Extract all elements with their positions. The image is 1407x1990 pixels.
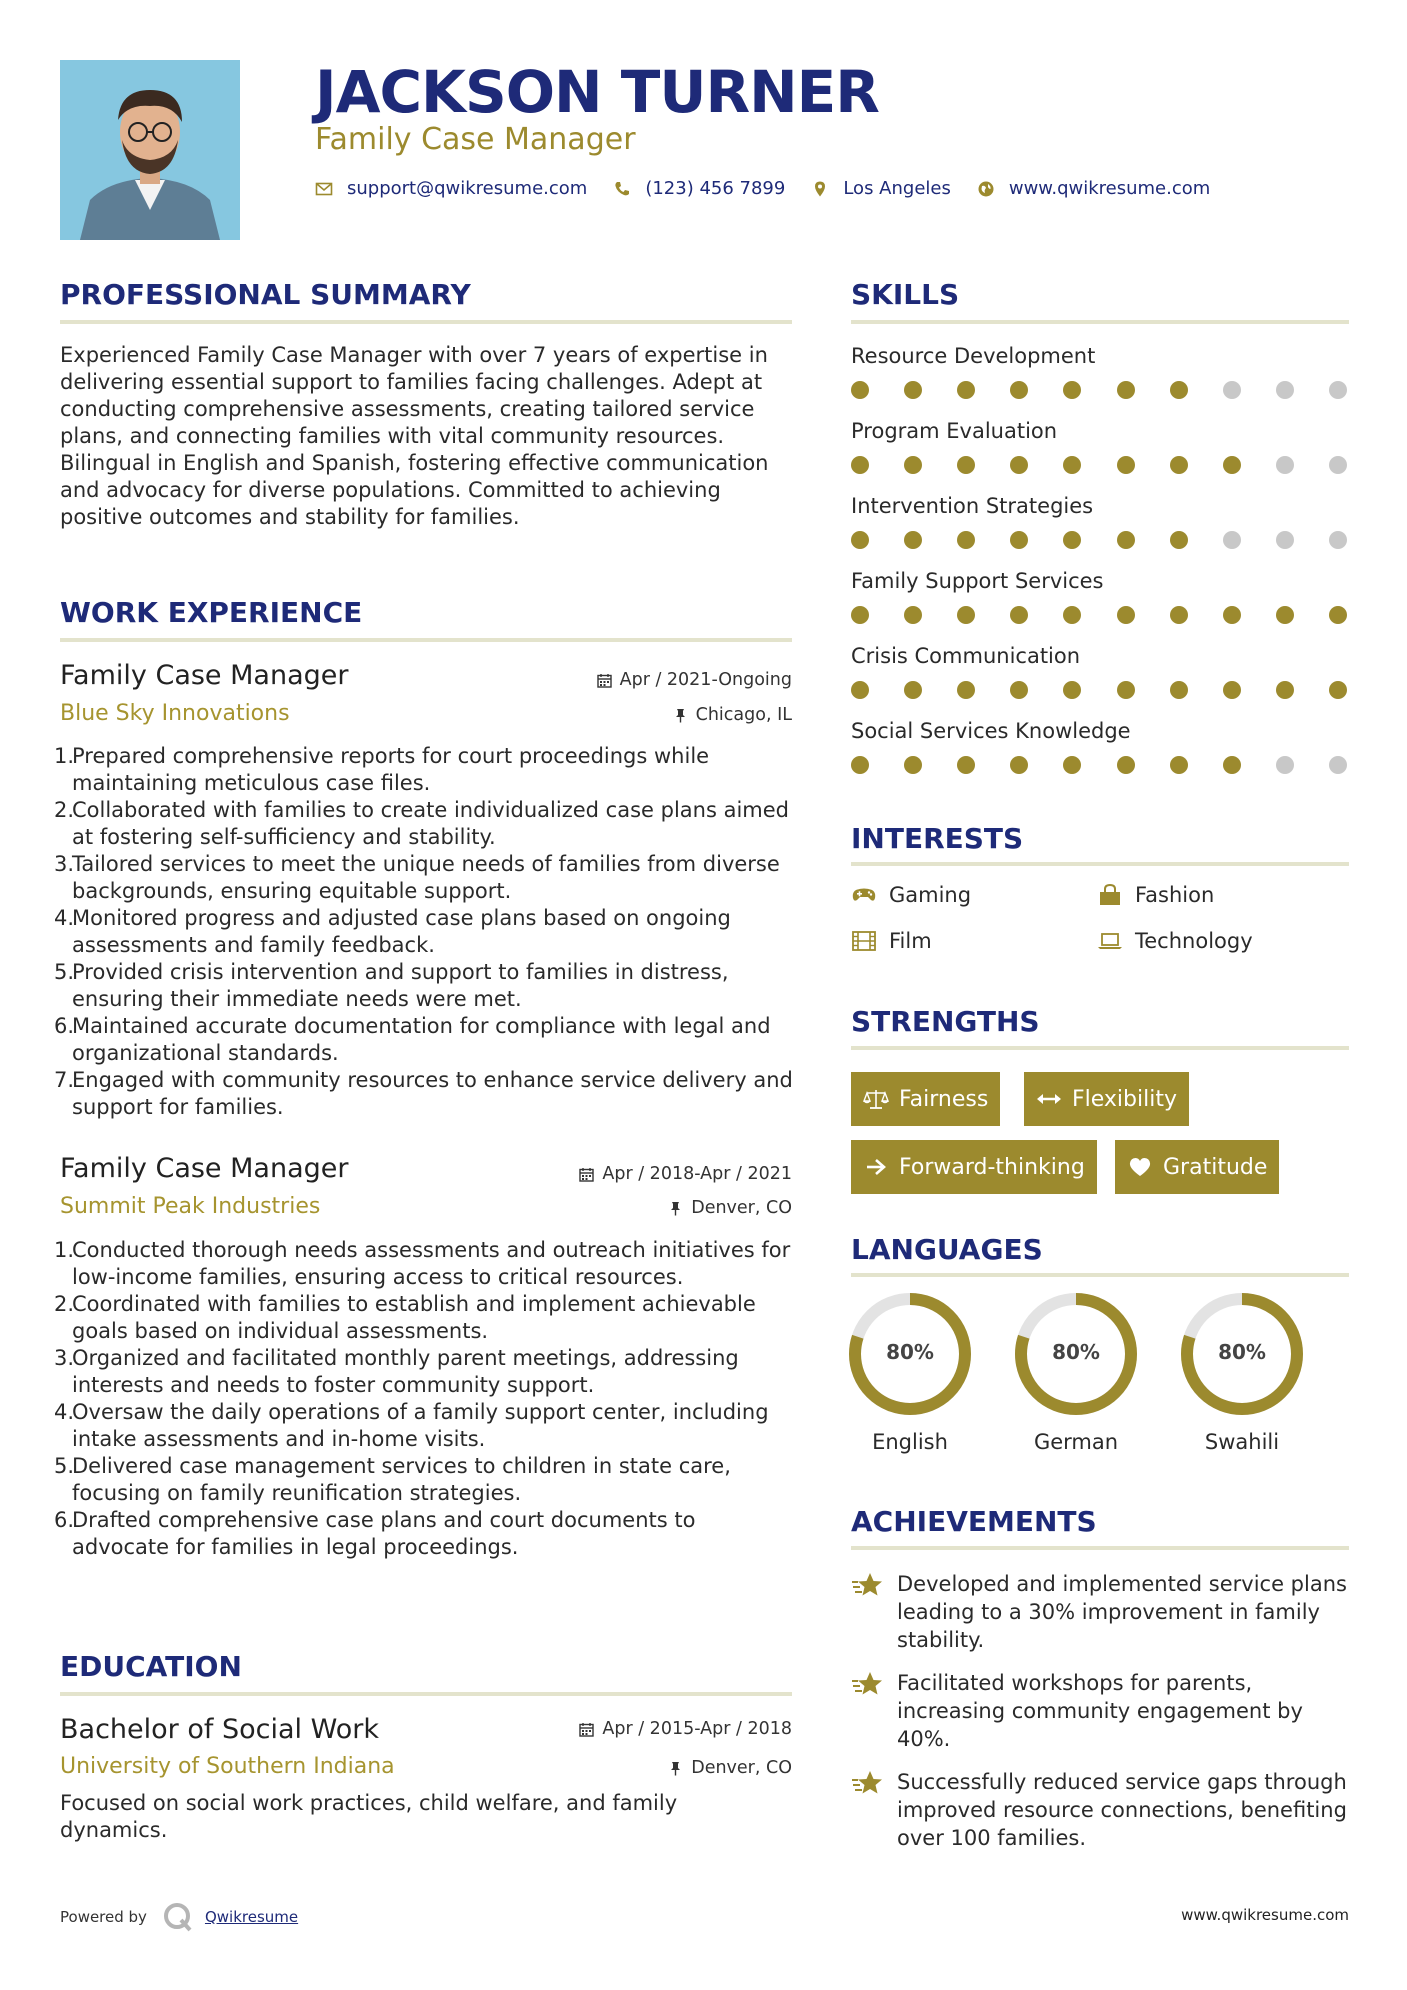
list-item: 6. Drafted comprehensive case plans and court documents to advocate for families in legal proceedings. xyxy=(54,1508,696,1559)
skill-dot-filled xyxy=(957,756,975,774)
powered-by-text: Powered by xyxy=(60,1908,147,1926)
strength-label: Gratitude xyxy=(1163,1154,1268,1180)
shopping-bag-icon xyxy=(1097,884,1123,906)
arrows-horizontal-icon xyxy=(1036,1088,1062,1110)
language-swahili xyxy=(1180,1292,1304,1454)
skill-dot-filled xyxy=(957,531,975,549)
skill-dot-filled xyxy=(851,681,869,699)
skill-dot-empty xyxy=(1276,456,1294,474)
language-german xyxy=(1014,1292,1138,1454)
skill-dot-filled xyxy=(904,531,922,549)
skill-dot-filled xyxy=(1329,681,1347,699)
language-percent: 80% xyxy=(886,1340,934,1364)
star-icon xyxy=(851,1570,885,1600)
globe-icon xyxy=(977,180,995,198)
list-item: 5. Delivered case management services to children in state care, focusing on family reunification strategies. xyxy=(54,1454,731,1505)
skill-name: Crisis Communication xyxy=(851,644,1081,668)
education-divider xyxy=(60,1692,792,1696)
skill-dot-filled xyxy=(1063,756,1081,774)
strength-badge-gratitude xyxy=(1115,1140,1279,1194)
skill-dot-filled xyxy=(957,381,975,399)
skill-dot-filled xyxy=(1170,456,1188,474)
skill-rating xyxy=(851,681,1351,701)
interest-label: Gaming xyxy=(889,883,972,907)
skill-name: Resource Development xyxy=(851,344,1096,368)
summary-heading: PROFESSIONAL SUMMARY xyxy=(60,278,471,311)
gamepad-icon xyxy=(851,884,877,906)
skill-dot-filled xyxy=(1010,606,1028,624)
achievement-item xyxy=(851,1768,1351,1852)
skill-dot-empty xyxy=(1329,756,1347,774)
pushpin-icon xyxy=(668,1201,683,1216)
language-name: German xyxy=(1033,1430,1119,1454)
interest-fashion xyxy=(1097,883,1214,907)
list-item: 1. Conducted thorough needs assessments and outreach initiatives for low-income families, ensuring access to critical resources. xyxy=(54,1238,791,1289)
job-1-title: Family Case Manager xyxy=(60,660,349,691)
skill-dot-filled xyxy=(904,456,922,474)
skill-dot-filled xyxy=(1223,606,1241,624)
star-icon xyxy=(851,1768,885,1798)
skill-dot-filled xyxy=(1063,456,1081,474)
job-1-location xyxy=(540,705,792,725)
skill-dot-empty xyxy=(1276,756,1294,774)
star-icon xyxy=(851,1669,885,1699)
job-1-bullets xyxy=(54,743,794,1121)
list-item: 6. Maintained accurate documentation for compliance with legal and organizational standards. xyxy=(54,1014,771,1065)
education-description: Focused on social work practices, child welfare, and family dynamics. xyxy=(60,1791,678,1842)
education-school: University of Southern Indiana xyxy=(60,1754,395,1779)
qwikresume-link[interactable]: Qwikresume xyxy=(204,1908,299,1926)
calendar-icon xyxy=(597,673,612,688)
laptop-icon xyxy=(1097,930,1123,952)
job-2-title: Family Case Manager xyxy=(60,1153,349,1184)
skill-dot-filled xyxy=(851,381,869,399)
skill-dot-filled xyxy=(851,756,869,774)
skill-dot-empty xyxy=(1329,456,1347,474)
skill-dot-filled xyxy=(1117,456,1135,474)
skill-dot-empty xyxy=(1329,531,1347,549)
skill-dot-filled xyxy=(904,606,922,624)
skill-dot-filled xyxy=(957,681,975,699)
education-heading: EDUCATION xyxy=(60,1650,242,1683)
skill-dot-filled xyxy=(1063,606,1081,624)
skill-dot-filled xyxy=(851,456,869,474)
strength-label: Flexibility xyxy=(1072,1086,1177,1112)
skill-dot-filled xyxy=(1170,531,1188,549)
work-divider xyxy=(60,638,792,642)
footer-url[interactable]: www.qwikresume.com xyxy=(1181,1906,1349,1924)
skill-dot-filled xyxy=(851,606,869,624)
skill-name: Social Services Knowledge xyxy=(851,719,1131,743)
skill-dot-filled xyxy=(904,681,922,699)
contact-email[interactable] xyxy=(315,178,587,199)
achievement-text: Facilitated workshops for parents, increasing community engagement by 40%. xyxy=(897,1671,1303,1751)
education-location xyxy=(540,1758,792,1778)
skill-dot-filled xyxy=(1117,531,1135,549)
contact-location-text: Los Angeles xyxy=(843,178,951,199)
strengths-divider xyxy=(851,1046,1349,1050)
map-pin-icon xyxy=(811,180,829,198)
education-date-text: Apr / 2015-Apr / 2018 xyxy=(602,1719,792,1739)
calendar-icon xyxy=(579,1722,594,1737)
job-1-location-text: Chicago, IL xyxy=(695,705,792,725)
job-2-location xyxy=(540,1198,792,1218)
skill-dot-filled xyxy=(1170,756,1188,774)
skill-rating xyxy=(851,381,1351,401)
interest-label: Film xyxy=(889,929,932,953)
achievements-heading: ACHIEVEMENTS xyxy=(851,1505,1097,1538)
skill-dot-filled xyxy=(1117,606,1135,624)
footer-powered-by xyxy=(60,1900,298,1934)
skill-dot-filled xyxy=(1010,456,1028,474)
film-icon xyxy=(851,930,877,952)
skill-dot-filled xyxy=(1223,456,1241,474)
skill-rating xyxy=(851,756,1351,776)
envelope-icon xyxy=(315,180,333,198)
list-item: 4. Oversaw the daily operations of a family support center, including intake assessments and in-home visits. xyxy=(54,1400,769,1451)
strength-badge-fairness xyxy=(851,1072,1000,1126)
job-2-date xyxy=(540,1164,792,1184)
language-english xyxy=(848,1292,972,1454)
qwikresume-logo-icon xyxy=(161,1900,195,1934)
list-item: 4. Monitored progress and adjusted case plans based on ongoing assessments and family feedback. xyxy=(54,906,731,957)
interest-label: Fashion xyxy=(1135,883,1215,907)
strength-badge-flexibility xyxy=(1024,1072,1189,1126)
work-heading: WORK EXPERIENCE xyxy=(60,596,363,629)
contact-phone-text: (123) 456 7899 xyxy=(645,178,786,199)
achievement-item xyxy=(851,1669,1351,1753)
job-1-date xyxy=(540,670,792,690)
skill-dot-filled xyxy=(1329,606,1347,624)
phone-icon xyxy=(613,180,631,198)
balance-scale-icon xyxy=(863,1088,889,1110)
skill-dot-filled xyxy=(1276,681,1294,699)
interests-heading: INTERESTS xyxy=(851,822,1024,855)
skill-name: Intervention Strategies xyxy=(851,494,1094,518)
strengths-heading: STRENGTHS xyxy=(851,1005,1040,1038)
language-name: English xyxy=(872,1430,948,1454)
job-2-date-text: Apr / 2018-Apr / 2021 xyxy=(602,1164,792,1184)
list-item: 1. Prepared comprehensive reports for court proceedings while maintaining meticulous case files. xyxy=(54,744,710,795)
skill-dot-filled xyxy=(904,381,922,399)
summary-text: Experienced Family Case Manager with over 7 years of expertise in delivering essential support to families facing challenges. Adept at conducting comprehensive assessments, creating tailored service plans, and connecting families with vital community resources. Bilingual in English and Spanish, fostering effective communication and advocacy for diverse populations. Committed to achieving positive outcomes and stability for families. xyxy=(60,343,769,529)
skill-rating xyxy=(851,606,1351,626)
skill-name: Family Support Services xyxy=(851,569,1104,593)
job-2-company: Summit Peak Industries xyxy=(60,1194,321,1219)
list-item: 3. Organized and facilitated monthly parent meetings, addressing interests and needs to foster community support. xyxy=(54,1346,739,1397)
skill-dot-filled xyxy=(1276,606,1294,624)
skill-dot-filled xyxy=(957,606,975,624)
contact-location xyxy=(811,178,951,199)
interests-divider xyxy=(851,862,1349,866)
list-item: 5. Provided crisis intervention and support to families in distress, ensuring their immediate needs were met. xyxy=(54,960,729,1011)
language-percent: 80% xyxy=(1052,1340,1100,1364)
job-1-date-text: Apr / 2021-Ongoing xyxy=(619,670,792,690)
skill-dot-filled xyxy=(1010,756,1028,774)
achievement-text: Developed and implemented service plans leading to a 30% improvement in family stability. xyxy=(897,1572,1347,1652)
contact-bar xyxy=(315,178,1236,199)
achievements-divider xyxy=(851,1546,1349,1550)
strength-label: Forward-thinking xyxy=(899,1154,1085,1180)
job-1-company: Blue Sky Innovations xyxy=(60,701,290,726)
skill-dot-filled xyxy=(1223,756,1241,774)
heart-icon xyxy=(1127,1156,1153,1178)
skill-dot-empty xyxy=(1276,381,1294,399)
skill-dot-filled xyxy=(1170,681,1188,699)
strength-label: Fairness xyxy=(899,1086,989,1112)
contact-email-text: support@qwikresume.com xyxy=(347,178,588,199)
interest-technology xyxy=(1097,929,1253,953)
interest-label: Technology xyxy=(1135,929,1253,953)
achievement-text: Successfully reduced service gaps through improved resource connections, benefiting over 100 families. xyxy=(897,1770,1347,1850)
skill-dot-filled xyxy=(1010,381,1028,399)
skill-dot-filled xyxy=(1010,681,1028,699)
skill-dot-filled xyxy=(904,756,922,774)
skill-dot-filled xyxy=(1010,531,1028,549)
interest-gaming xyxy=(851,883,971,907)
skill-dot-empty xyxy=(1276,531,1294,549)
skill-dot-filled xyxy=(1063,531,1081,549)
list-item: 2. Collaborated with families to create individualized case plans aimed at fostering self-sufficiency and stability. xyxy=(54,798,789,849)
job-2-bullets xyxy=(54,1237,794,1561)
languages-heading: LANGUAGES xyxy=(851,1233,1043,1266)
skill-dot-filled xyxy=(1063,681,1081,699)
education-degree: Bachelor of Social Work xyxy=(60,1714,379,1745)
skill-dot-filled xyxy=(851,531,869,549)
skill-rating xyxy=(851,531,1351,551)
skill-dot-filled xyxy=(1117,756,1135,774)
skill-dot-filled xyxy=(1063,381,1081,399)
list-item: 2. Coordinated with families to establish and implement achievable goals based on individual assessments. xyxy=(54,1292,756,1343)
skill-rating xyxy=(851,456,1351,476)
pushpin-icon xyxy=(668,1761,683,1776)
skill-dot-filled xyxy=(1117,681,1135,699)
strength-badge-forward-thinking xyxy=(851,1140,1097,1194)
summary-divider xyxy=(60,320,792,324)
contact-phone[interactable] xyxy=(613,178,785,199)
interest-film xyxy=(851,929,932,953)
job-2-location-text: Denver, CO xyxy=(691,1198,792,1218)
language-name: Swahili xyxy=(1204,1430,1280,1454)
skills-divider xyxy=(851,320,1349,324)
education-location-text: Denver, CO xyxy=(691,1758,792,1778)
arrow-right-icon xyxy=(863,1156,889,1178)
contact-website[interactable] xyxy=(977,178,1210,199)
calendar-icon xyxy=(579,1167,594,1182)
skill-name: Program Evaluation xyxy=(851,419,1058,443)
languages-divider xyxy=(851,1273,1349,1277)
profile-photo xyxy=(60,60,240,240)
list-item: 3. Tailored services to meet the unique needs of families from diverse backgrounds, ensuring equitable support. xyxy=(54,852,780,903)
language-percent: 80% xyxy=(1218,1340,1266,1364)
skill-dot-empty xyxy=(1223,531,1241,549)
candidate-role: Family Case Manager xyxy=(315,122,636,157)
achievement-item xyxy=(851,1570,1351,1654)
candidate-name: JACKSON TURNER xyxy=(315,58,879,126)
skill-dot-filled xyxy=(1117,381,1135,399)
skills-heading: SKILLS xyxy=(851,278,960,311)
education-date xyxy=(540,1719,792,1739)
contact-website-text: www.qwikresume.com xyxy=(1008,178,1211,199)
skill-dot-filled xyxy=(1170,606,1188,624)
skill-dot-filled xyxy=(1170,381,1188,399)
list-item: 7. Engaged with community resources to enhance service delivery and support for families. xyxy=(54,1068,793,1119)
skill-dot-filled xyxy=(957,456,975,474)
skill-dot-empty xyxy=(1329,381,1347,399)
skill-dot-filled xyxy=(1223,681,1241,699)
skill-dot-empty xyxy=(1223,381,1241,399)
pushpin-icon xyxy=(673,708,688,723)
